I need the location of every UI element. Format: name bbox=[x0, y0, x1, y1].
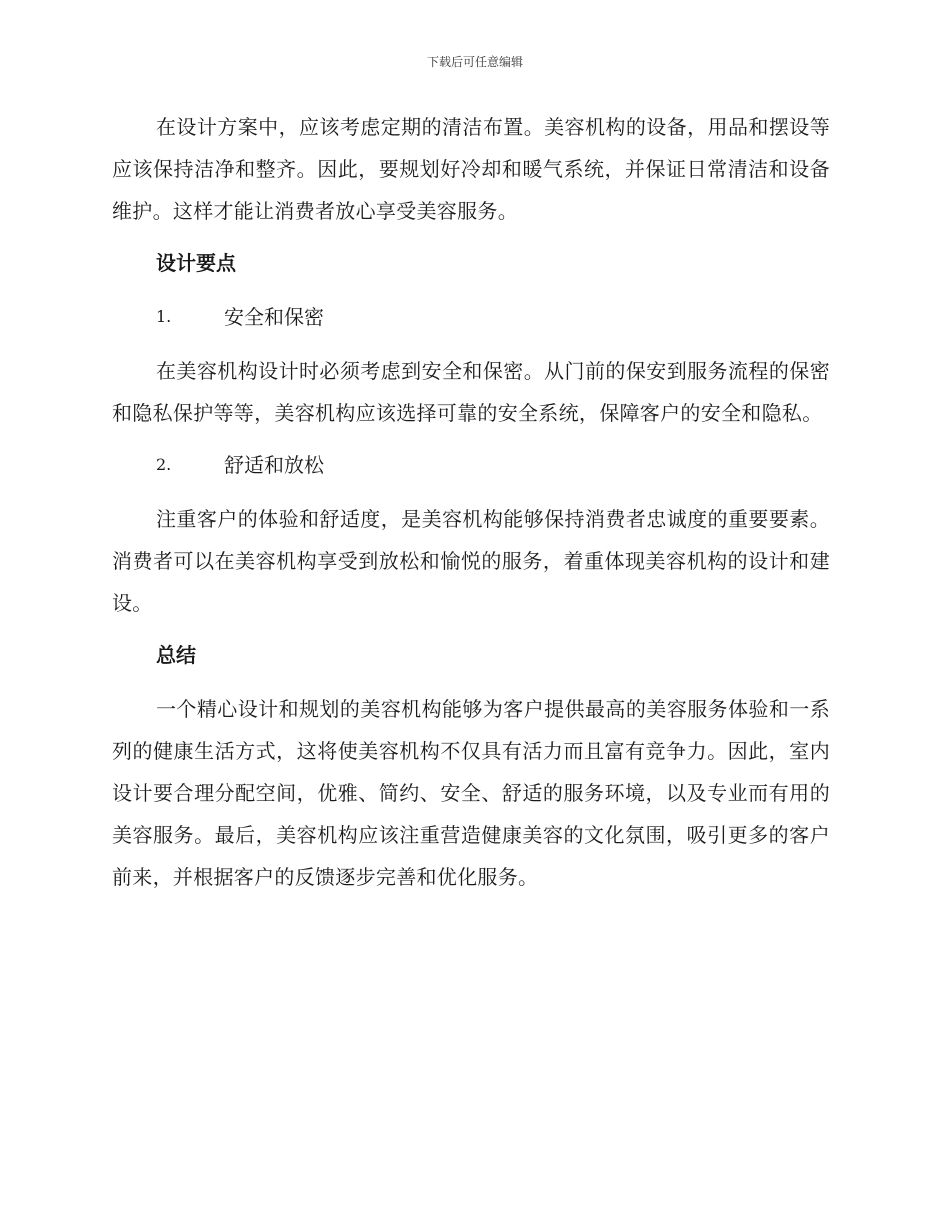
list-item-label: 舒适和放松 bbox=[224, 453, 324, 477]
list-item-security bbox=[156, 296, 830, 338]
list-number: 1. bbox=[156, 307, 172, 326]
paragraph-cleaning: 在设计方案中，应该考虑定期的清洁布置。美容机构的设备，用品和摆设等应该保持洁净和整齐。因此，要规划好冷却和暖气系统，并保证日常清洁和设备维护。这样才能让消费者放心享受美容服务。 bbox=[112, 115, 830, 223]
list-item-label: 安全和保密 bbox=[224, 305, 324, 329]
list-item-comfort bbox=[156, 444, 830, 486]
page-header: 下载后可任意编辑 bbox=[426, 55, 523, 69]
document-body bbox=[112, 106, 830, 908]
paragraph-security: 在美容机构设计时必须考虑到安全和保密。从门前的保安到服务流程的保密和隐私保护等等，美容机构应该选择可靠的安全系统，保障客户的安全和隐私。 bbox=[112, 359, 830, 425]
paragraph-comfort: 注重客户的体验和舒适度，是美容机构能够保持消费者忠诚度的重要要素。消费者可以在美容机构享受到放松和愉悦的服务，着重体现美容机构的设计和建设。 bbox=[112, 507, 830, 615]
paragraph-summary: 一个精心设计和规划的美容机构能够为客户提供最高的美容服务体验和一系列的健康生活方式，这将使美容机构不仅具有活力而且富有竞争力。因此，室内设计要合理分配空间，优雅、简约、安全、舒适的服务环境，以及专业而有用的美容服务。最后，美容机构应该注重营造健康美容的文化氛围，吸引更多的客户前来，并根据客户的反馈逐步完善和优化服务。 bbox=[112, 697, 830, 889]
list-number: 2. bbox=[156, 455, 172, 474]
section-heading-design-points: 设计要点 bbox=[156, 251, 236, 275]
section-heading-summary: 总结 bbox=[156, 643, 196, 667]
